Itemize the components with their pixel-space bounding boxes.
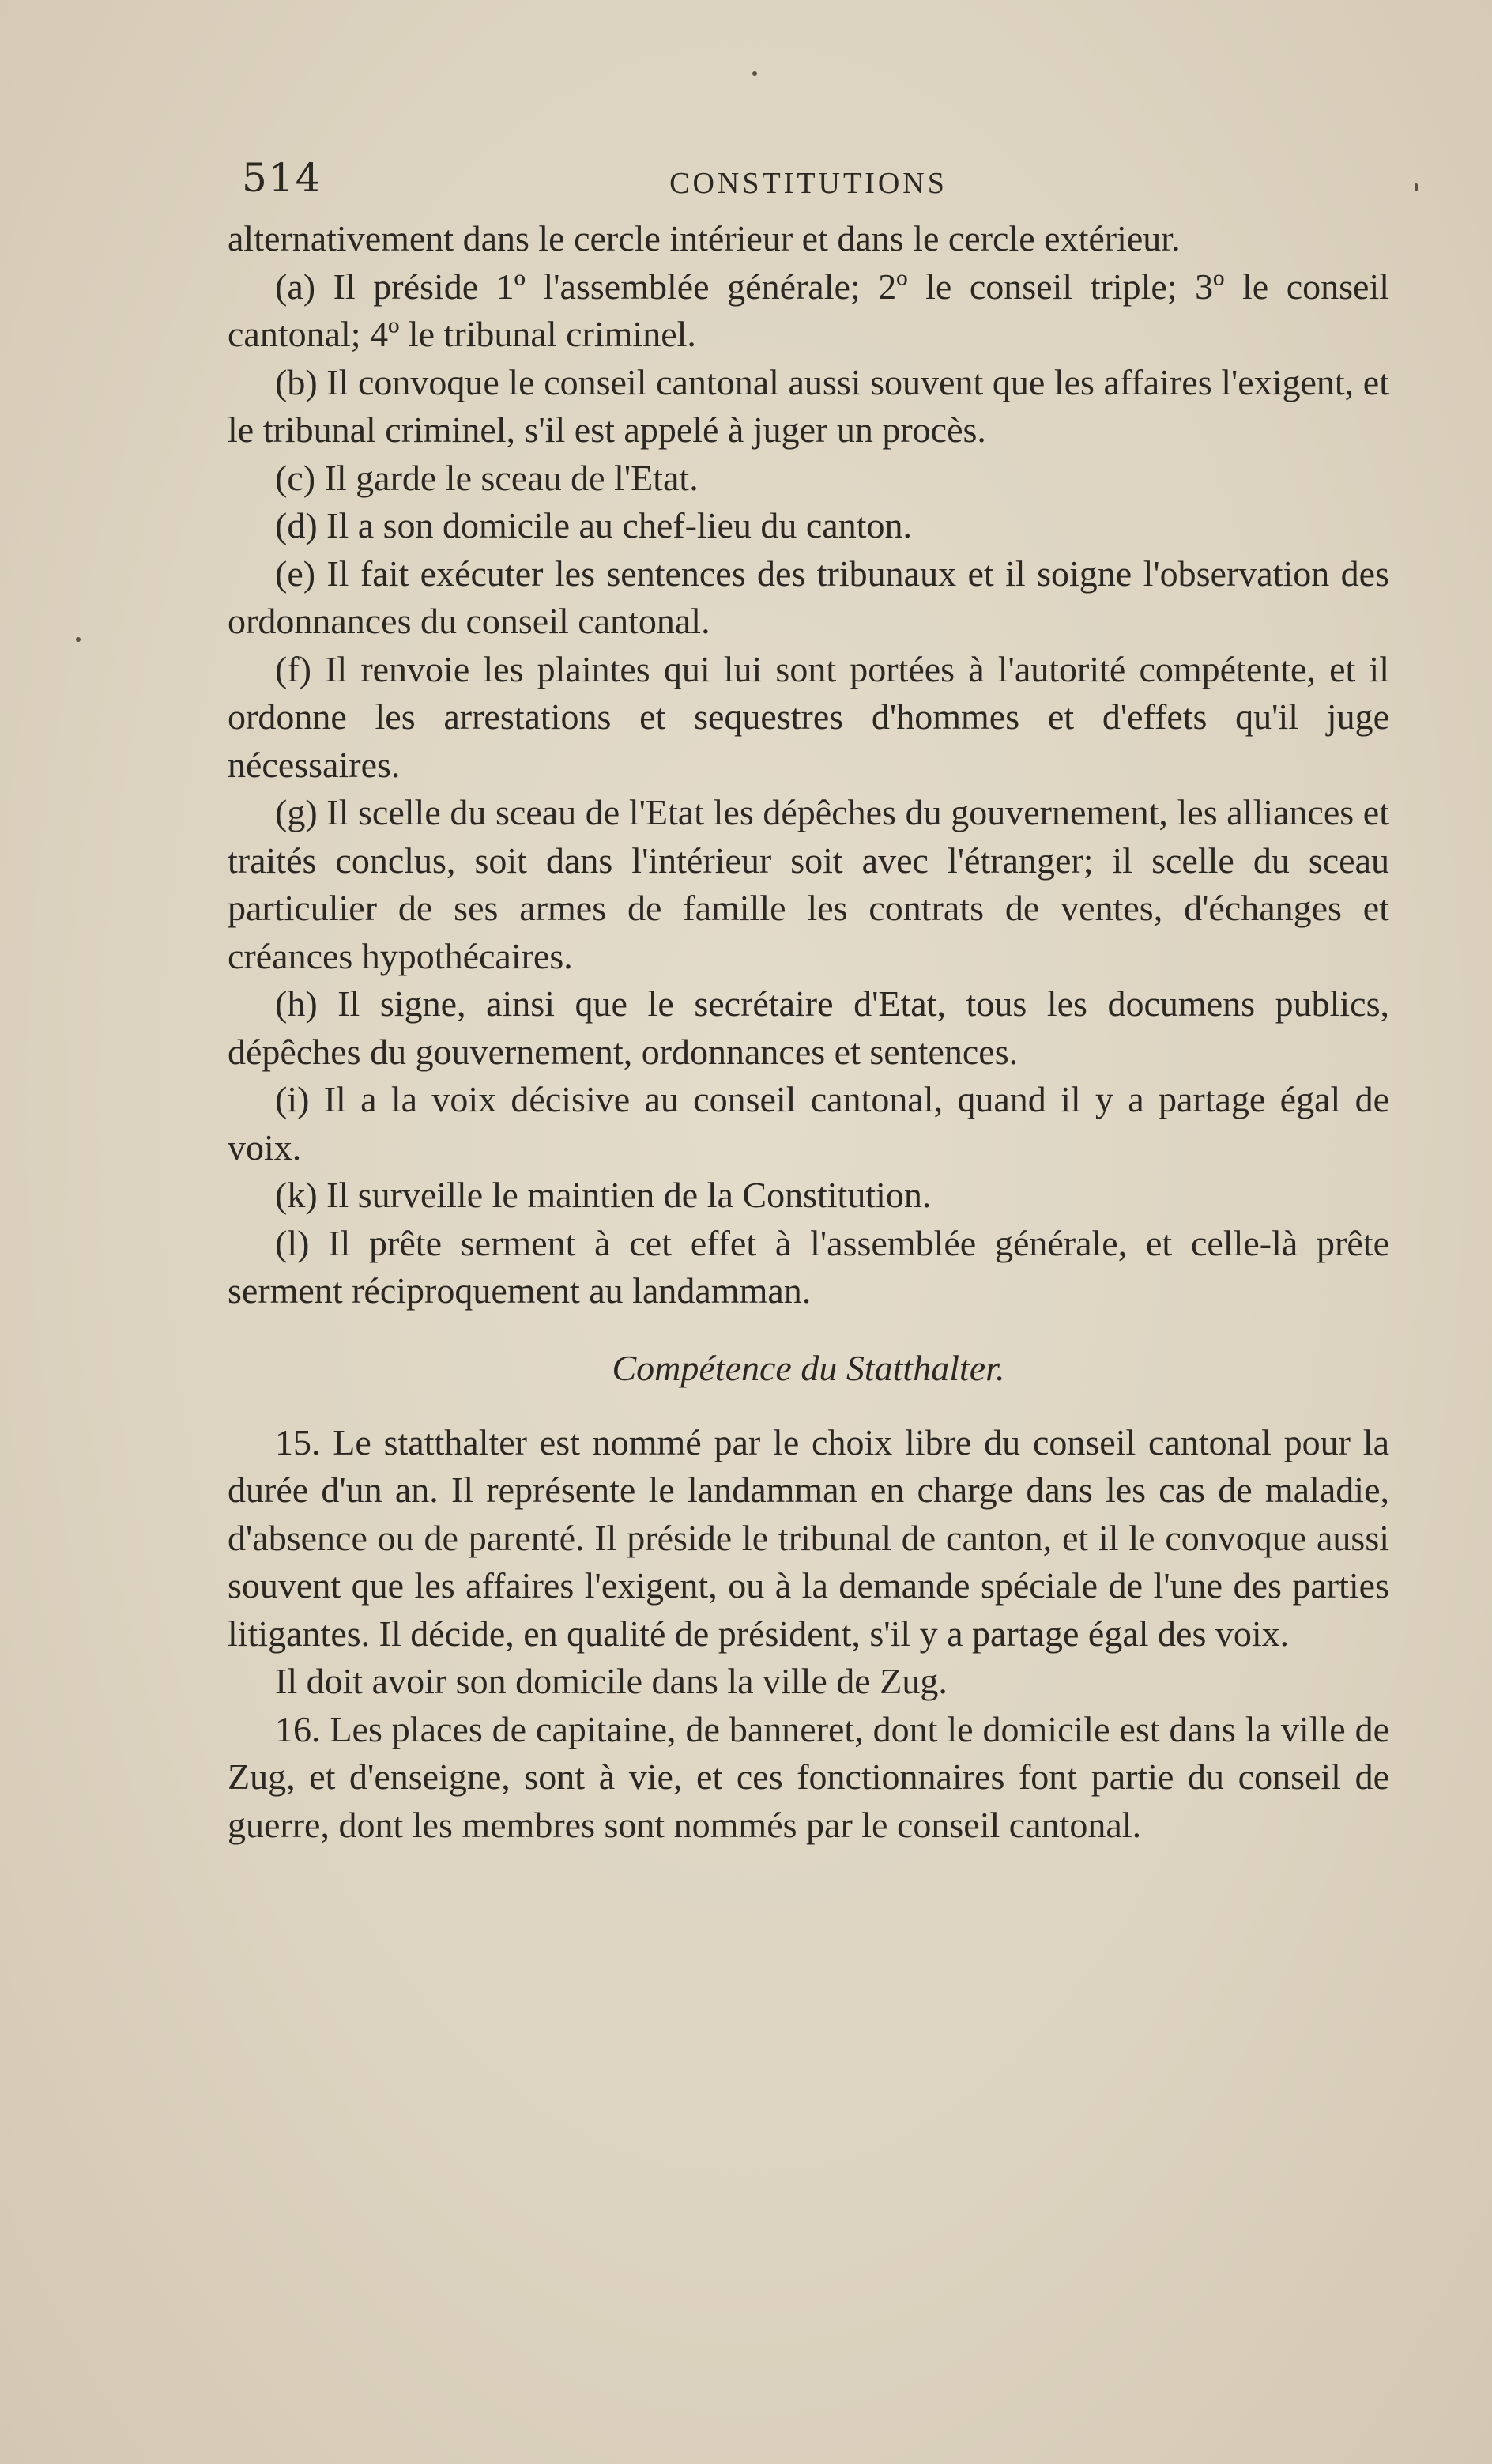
running-title: CONSTITUTIONS — [669, 167, 948, 200]
article-16: 16. Les places de capitaine, de banneret, dont le domicile est dans la ville de Zug, et d'enseigne, sont à vie, et ces fonctionnaires font partie du conseil de guerre, dont les membres sont nommés par le conseil cantonal. — [228, 1708, 1389, 1845]
paragraph-e: (e) Il fait exécuter les sentences des tribunaux et il soigne l'observation des ordonnances du conseil cantonal. — [228, 553, 1389, 641]
paragraph-h: (h) Il signe, ainsi que le secrétaire d'Etat, tous les documens publics, dépêches du gouvernement, ordonnances et sentences. — [228, 983, 1389, 1072]
section-heading: Compétence du Statthalter. — [612, 1347, 1005, 1388]
paragraph-c: (c) Il garde le sceau de l'Etat. — [275, 457, 699, 498]
running-head — [228, 155, 1389, 210]
article-15: 15. Le statthalter est nommé par le choix libre du conseil cantonal pour la durée d'un an. Il représente le landamman en charge dans les cas de maladie, d'absence ou de parenté. Il préside le tribunal de canton, et il le convoque aussi souvent que les affaires l'exigent, ou à la demande spéciale de l'une des parties litigantes. Il décide, en qualité de président, s'il y a partage égal des voix. — [228, 1421, 1389, 1654]
page-number: 514 — [242, 155, 322, 201]
domicile-paragraph: Il doit avoir son domicile dans la ville de Zug. — [275, 1661, 948, 1701]
paragraph-continuation: alternativement dans le cercle intérieur et dans le cercle extérieur. — [228, 218, 1181, 258]
book-page — [228, 155, 1389, 1849]
paragraph-f: (f) Il renvoie les plaintes qui lui sont portées à l'autorité compétente, et il ordonne les arrestations et sequestres d'hommes et d'effets qu'il juge nécessaires. — [228, 648, 1389, 785]
paragraph-d: (d) Il a son domicile au chef-lieu du canton. — [275, 505, 912, 545]
paragraph-l: (l) Il prête serment à cet effet à l'assemblée générale, et celle-là prête serment réciproquement au landamman. — [228, 1222, 1389, 1311]
paragraph-b: (b) Il convoque le conseil cantonal aussi souvent que les affaires l'exigent, et le tribunal criminel, s'il est appelé à juger un procès. — [228, 361, 1389, 450]
paragraph-k: (k) Il surveille le maintien de la Constitution. — [275, 1175, 932, 1215]
paragraph-i: (i) Il a la voix décisive au conseil cantonal, quand il y a partage égal de voix. — [228, 1079, 1389, 1168]
paper-speck — [1415, 183, 1418, 191]
paper-speck — [76, 637, 81, 642]
paragraph-a: (a) Il préside 1º l'assemblée générale; 2º le conseil triple; 3º le conseil cantonal; 4º le tribunal criminel. — [228, 266, 1389, 354]
paper-speck — [752, 71, 757, 76]
paragraph-g: (g) Il scelle du sceau de l'Etat les dépêches du gouvernement, les alliances et traités conclus, soit dans l'intérieur soit avec l'étranger; il scelle du sceau particulier de ses armes de famille les contrats de ventes, d'échanges et créances hypothécaires. — [228, 792, 1389, 976]
